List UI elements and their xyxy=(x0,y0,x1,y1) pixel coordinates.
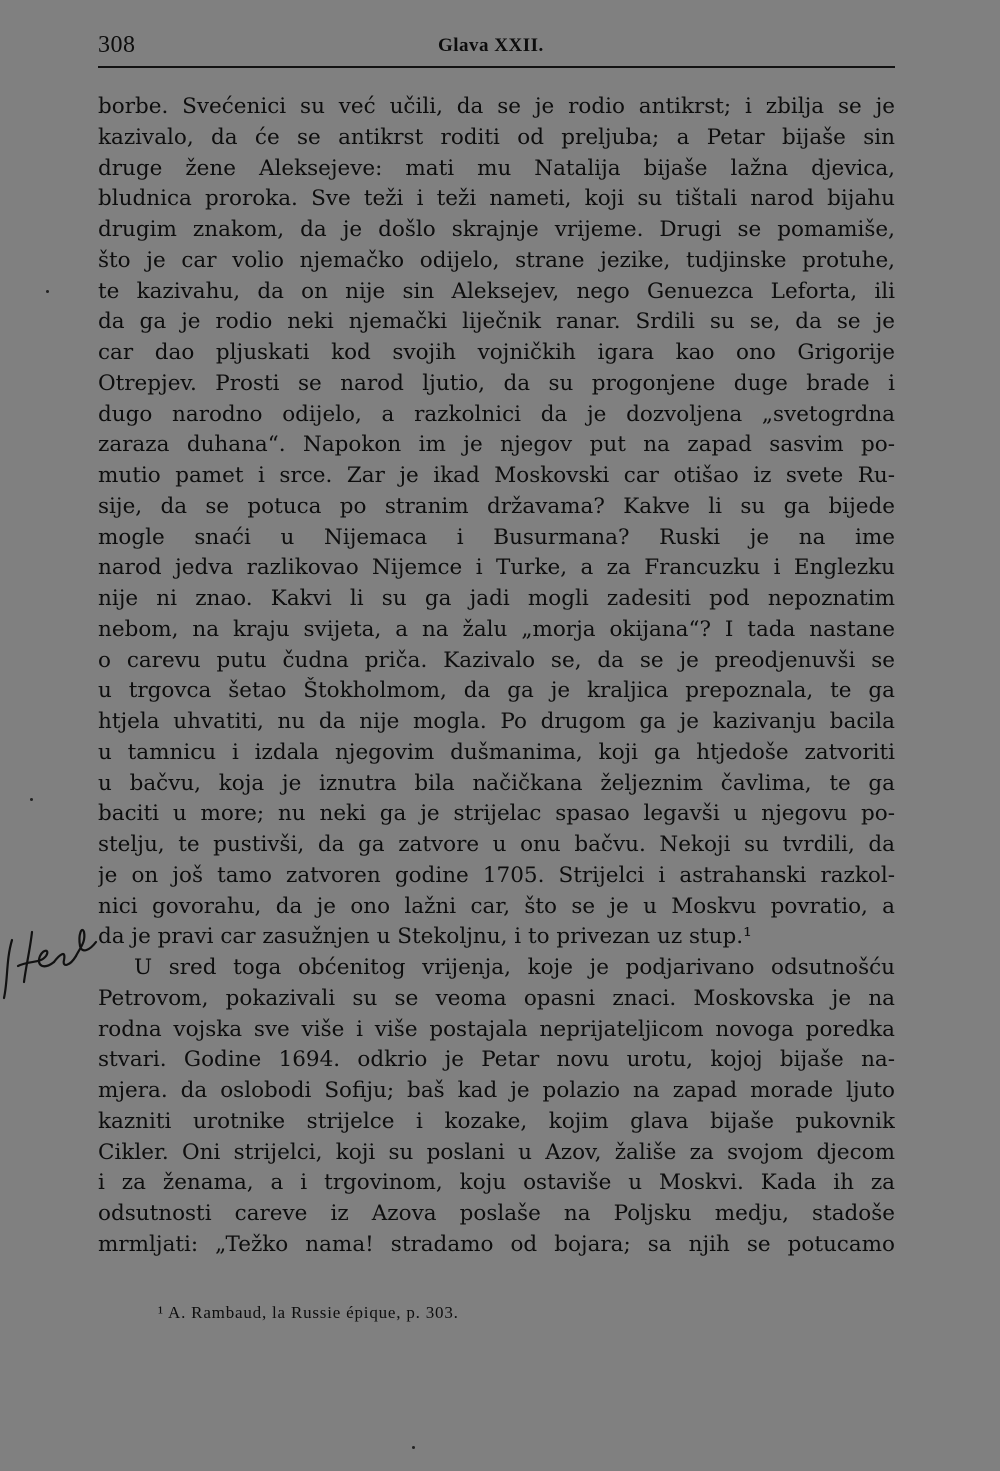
text-line: i za ženama, a i trgovinom, koju ostaviše u Moskvi. Kada ih za xyxy=(98,1170,895,1196)
text-line: zaraza duhana“. Napokon im je njegov put na zapad sasvim po- xyxy=(98,432,895,458)
text-line: nije ni znao. Kakvi li su ga jadi mogli zadesiti pod nepoznatim xyxy=(98,586,895,611)
page-speck xyxy=(46,290,49,293)
running-head: Glava XXII. xyxy=(438,35,544,56)
text-line: borbe. Svećenici su već učili, da se je rodio antikrst; i zbilja se je xyxy=(98,94,895,119)
text-line: u trgovca šetao Štokholmom, da ga je kraljica prepoznala, te ga xyxy=(98,678,895,704)
text-line: odsutnosti careve iz Azova poslaše na Poljsku medju, stadoše xyxy=(98,1201,895,1226)
text-line: car dao pljuskati kod svojih vojničkih igara kao ono Grigorije xyxy=(98,340,895,365)
handwritten-margin-mark xyxy=(0,920,110,1020)
page-speck xyxy=(30,798,33,801)
text-line: stvari. Godine 1694. odkrio je Petar novu urotu, kojoj bijaše na- xyxy=(98,1047,895,1073)
text-line: htjela uhvatiti, nu da nije mogla. Po drugom ga je kazivanju bacila xyxy=(98,709,895,734)
text-line: kazniti urotnike strijelce i kozake, kojim glava bijaše pukovnik xyxy=(98,1108,895,1134)
footnote: ¹ A. Rambaud, la Russie épique, p. 303. xyxy=(158,1303,459,1322)
text-line: druge žene Aleksejeve: mati mu Natalija bijaše lažna djevica, xyxy=(98,155,895,181)
text-line: mjera. da oslobodi Sofiju; baš kad je polazio na zapad morade ljuto xyxy=(98,1078,895,1103)
text-line: u tamnicu i izdala njegovim dušmanima, koji ga htjedoše zatvoriti xyxy=(98,739,895,765)
body-text xyxy=(98,92,895,1261)
text-line: je on još tamo zatvoren godine 1705. Strijelci i astrahanski razkol- xyxy=(98,862,895,888)
text-line: dugo narodno odijelo, a razkolnici da je dozvoljena „svetogrdna xyxy=(98,401,895,427)
header-rule xyxy=(98,66,895,68)
text-line: nebom, na kraju svijeta, a na žalu „morja okijana“? I tada nastane xyxy=(98,616,895,642)
text-line: Otrepjev. Prosti se narod ljutio, da su progonjene duge brade i xyxy=(98,370,895,396)
page-number: 308 xyxy=(98,32,136,58)
text-line: narod jedva razlikovao Nijemce i Turke, a za Francuzku i Englezku xyxy=(98,555,895,581)
text-line: o carevu putu čudna priča. Kazivalo se, da se je preodjenuvši se xyxy=(98,647,895,673)
text-line: Cikler. Oni strijelci, koji su poslani u Azov, žališe za svojom djecom xyxy=(98,1139,895,1165)
text-line: te kazivahu, da on nije sin Aleksejev, nego Genuezca Leforta, ili xyxy=(98,278,895,304)
text-line: mutio pamet i srce. Zar je ikad Moskovski car otišao iz svete Ru- xyxy=(98,463,895,488)
page-speck xyxy=(412,1446,415,1449)
text-line: u bačvu, koja je iznutra bila načičkana željeznim čavlima, te ga xyxy=(98,770,895,796)
text-line: rodna vojska sve više i više postajala neprijateljicom novoga poredka xyxy=(98,1016,895,1042)
text-line: što je car volio njemačko odijelo, strane jezike, tudjinske protuhe, xyxy=(98,247,895,273)
text-line: mrmljati: „Težko nama! stradamo od bojara; sa njih se potucamo xyxy=(98,1231,895,1257)
text-line: baciti u more; nu neki ga je strijelac spasao legavši u njegovu po- xyxy=(98,801,895,827)
text-line: kazivalo, da će se antikrst roditi od preljuba; a Petar bijaše sin xyxy=(98,124,895,150)
text-line: da ga je rodio neki njemački liječnik ranar. Srdili su se, da se je xyxy=(98,309,895,335)
text-line: stelju, te pustivši, da ga zatvore u onu bačvu. Nekoji su tvrdili, da xyxy=(98,832,895,857)
paragraph-first-line: U sred toga obćenitog vrijenja, koje je podjarivano odsutnošću xyxy=(134,955,895,980)
text-line: Petrovom, pokazivali su se veoma opasni znaci. Moskovska je na xyxy=(98,985,895,1011)
handwriting-scribble-icon xyxy=(0,920,110,1020)
text-line: da je pravi car zasužnjen u Stekoljnu, i to privezan uz stup.¹ xyxy=(98,924,752,950)
text-line: mogle snaći u Nijemaca i Busurmana? Ruski je na ime xyxy=(98,524,895,550)
text-line: sije, da se potuca po stranim državama? Kakve li su ga bijede xyxy=(98,493,895,519)
text-line: bludnica proroka. Sve teži i teži nameti, koji su tištali narod bijahu xyxy=(98,186,895,212)
text-line: drugim znakom, da je došlo skrajnje vrijeme. Drugi se pomamiše, xyxy=(98,217,895,242)
text-line: nici govorahu, da je ono lažni car, što se je u Moskvu povratio, a xyxy=(98,893,895,919)
page-header xyxy=(98,32,895,62)
